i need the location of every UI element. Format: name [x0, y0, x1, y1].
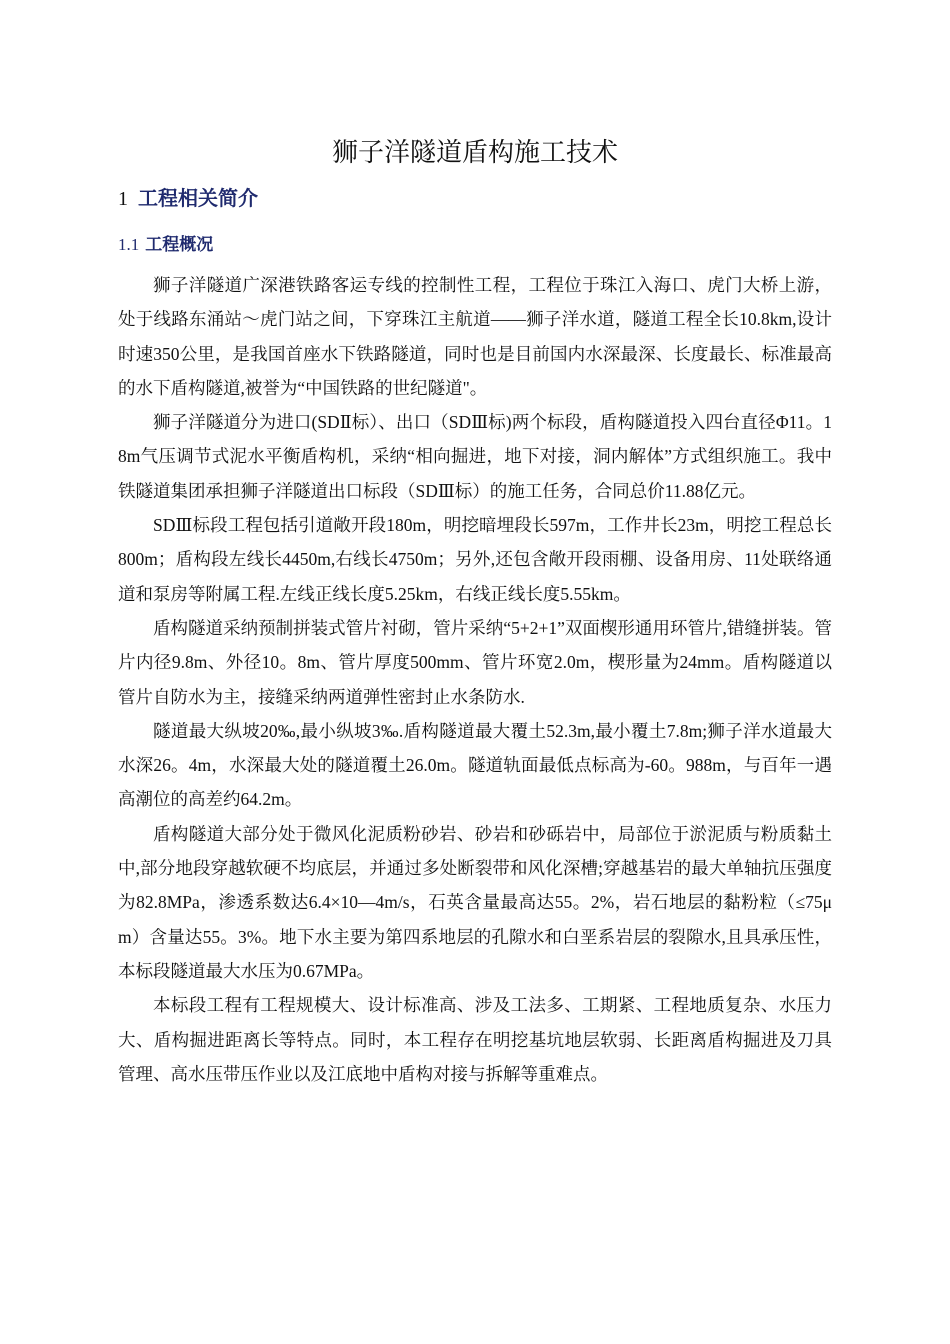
subsection-heading-1-1	[118, 230, 213, 260]
paragraph: 本标段工程有工程规模大、设计标准高、涉及工法多、工期紧、工程地质复杂、水压力大、盾构掘进距离长等特点。同时，本工程存在明挖基坑地层软弱、长距离盾构掘进及刀具管理、高水压带压作业以及江底地中盾构对接与拆解等重难点。	[118, 995, 832, 1084]
paragraph: 隧道最大纵坡20‰,最小纵坡3‰.盾构隧道最大覆土52.3m,最小覆土7.8m;狮子洋水道最大水深26。4m，水深最大处的隧道覆土26.0m。隧道轨面最低点标高为-60。988m，与百年一遇高潮位的高差约64.2m。	[118, 720, 832, 810]
paragraph: SDⅢ标段工程包括引道敞开段180m，明挖暗埋段长597m，工作井长23m，明挖工程总长800m；盾构段左线长4450m,右线长4750m；另外,还包含敞开段雨棚、设备用房、11处联络通道和泵房等附属工程.左线正线长度5.25km，右线正线长度5.55km。	[118, 515, 832, 604]
section-heading-1	[118, 180, 258, 217]
section-number: 1	[118, 188, 128, 210]
document-title: 狮子洋隧道盾构施工技术	[331, 138, 618, 168]
section-title: 工程相关简介	[138, 186, 258, 210]
document-body	[118, 268, 832, 1091]
subsection-number: 1.1	[118, 235, 140, 254]
paragraph: 狮子洋隧道广深港铁路客运专线的控制性工程，工程位于珠江入海口、虎门大桥上游，处于线路东涌站～虎门站之间，下穿珠江主航道——狮子洋水道，隧道工程全长10.8km,设计时速350公里，是我国首座水下铁路隧道，同时也是目前国内水深最深、长度最长、标准最高的水下盾构隧道,被誉为“中国铁路的世纪隧道"。	[118, 275, 832, 398]
subsection-title: 工程概况	[145, 235, 214, 255]
paragraph: 狮子洋隧道分为进口(SDⅡ标）、出口（SDⅢ标)两个标段，盾构隧道投入四台直径Φ11。18m气压调节式泥水平衡盾构机，采纳“相向掘进，地下对接，洞内解体”方式组织施工。我中铁隧道集团承担狮子洋隧道出口标段（SDⅢ标）的施工任务，合同总价11.88亿元。	[118, 412, 832, 501]
paragraph: 盾构隧道采纳预制拼装式管片衬砌，管片采纳“5+2+1”双面楔形通用环管片,错缝拼装。管片内径9.8m、外径10。8m、管片厚度500mm、管片环宽2.0m，楔形量为24mm。盾构隧道以管片自防水为主，接缝采纳两道弹性密封止水条防水.	[118, 617, 832, 707]
paragraph: 盾构隧道大部分处于微风化泥质粉砂岩、砂岩和砂砾岩中，局部位于淤泥质与粉质黏土中,部分地段穿越软硬不均底层，并通过多处断裂带和风化深槽;穿越基岩的最大单轴抗压强度为82.8MPa，渗透系数达6.4×10—4m/s，石英含量最高达55。2%，岩石地层的黏粉粒（≤75μm）含量达55。3%。地下水主要为第四系地层的孔隙水和白垩系岩层的裂隙水,且具承压性，本标段隧道最大水压为0.67MPa。	[118, 823, 832, 981]
